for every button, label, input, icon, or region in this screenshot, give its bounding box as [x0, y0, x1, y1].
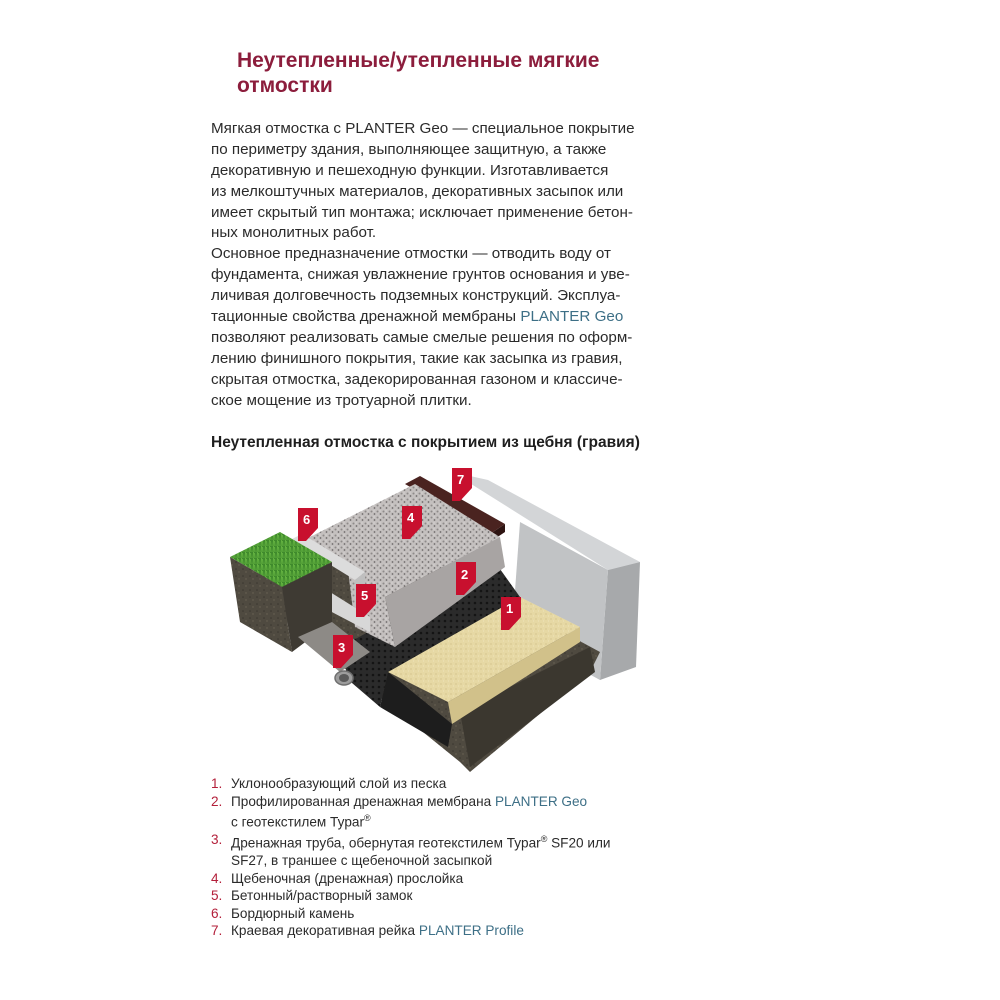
- intro-line: Мягкая отмостка с PLANTER Geo — специальное покрытие: [211, 120, 635, 137]
- marker-6-label: 6: [303, 512, 311, 527]
- legend-number: 1.: [211, 776, 223, 791]
- registered-mark: ®: [540, 834, 548, 845]
- legend-text: Дренажная труба, обернутая геотекстилем Typar: [231, 835, 541, 851]
- marker-1-label: 1: [506, 601, 514, 616]
- marker-4-label: 4: [407, 510, 415, 525]
- legend-item-2: [211, 793, 731, 832]
- intro-line: по периметру здания, выполняющее защитную, а также: [211, 140, 607, 158]
- legend-item-1: [211, 775, 731, 793]
- legend-item-6: [211, 905, 731, 923]
- title-line-2: отмостки: [237, 74, 333, 97]
- intro-line: [211, 307, 681, 328]
- intro-line: скрытая отмостка, задекорированная газоном и классиче-: [211, 370, 623, 388]
- legend-number: 2.: [211, 793, 223, 809]
- intro-line: лению финишного покрытия, такие как засыпка из гравия,: [211, 349, 623, 367]
- intro-line: ных монолитных работ.: [211, 224, 377, 242]
- intro-line: ское мощение из тротуарной плитки.: [211, 391, 472, 409]
- marker-2-label: 2: [461, 567, 469, 582]
- legend-number: 5.: [211, 888, 223, 904]
- legend-number: 3.: [211, 832, 223, 848]
- legend-text: Краевая декоративная рейка: [231, 923, 419, 939]
- legend-text: Бордюрный камень: [231, 905, 355, 921]
- legend-text: Бетонный/растворный замок: [231, 888, 413, 904]
- legend-number: 4.: [211, 870, 223, 886]
- marker-5-label: 5: [361, 588, 369, 603]
- intro-line: из мелкоштучных материалов, декоративных засыпок или: [211, 182, 624, 200]
- intro-line: фундамента, снижая увлажнение грунтов основания и уве-: [211, 266, 630, 284]
- marker-7-label: 7: [457, 472, 465, 487]
- intro-line: имеет скрытый тип монтажа; исключает применение бетон-: [211, 203, 633, 221]
- intro-paragraph: [211, 119, 681, 411]
- title-line-1: Неутепленные/утепленные мягкие: [237, 49, 600, 72]
- legend-text-post: SF20 или: [547, 835, 611, 851]
- legend-item-3: [211, 831, 731, 870]
- legend-number: 6.: [211, 905, 223, 921]
- legend-number: 7.: [211, 923, 223, 939]
- brand-name: PLANTER Geo: [494, 793, 588, 809]
- legend-text: Уклонообразующий слой из песка: [231, 776, 447, 791]
- intro-line: позволяют реализовать самые смелые решения по оформ-: [211, 328, 633, 346]
- legend-text-line2: с геотекстилем Typar: [231, 814, 365, 830]
- intro-text: тационные свойства дренажной мембраны: [211, 308, 521, 326]
- legend-item-5: [211, 887, 731, 905]
- page-title: [237, 48, 757, 98]
- legend-text: Щебеночная (дренажная) прослойка: [231, 870, 464, 886]
- marker-3-label: 3: [338, 640, 346, 655]
- brand-name: PLANTER Profile: [418, 923, 524, 939]
- drainage-pipe-hole: [339, 674, 349, 682]
- registered-mark: ®: [364, 813, 371, 823]
- legend-item-7: [211, 922, 731, 940]
- legend-text-line2: SF27, в траншее с щебеночной засыпкой: [231, 853, 493, 869]
- layer-diagram: [220, 462, 650, 772]
- intro-line: Основное предназначение отмостки — отводить воду от: [211, 245, 612, 263]
- legend-list: [211, 775, 731, 940]
- brand-name: PLANTER Geo: [520, 308, 624, 326]
- intro-line: личивая долговечность подземных конструкций. Эксплуа-: [211, 287, 621, 305]
- section-heading: Неутепленная отмостка с покрытием из щебня (гравия): [211, 434, 640, 451]
- marker-7: [452, 468, 472, 501]
- intro-line: декоративную и пешеходную функции. Изготавливается: [211, 161, 609, 179]
- legend-text: Профилированная дренажная мембрана: [231, 793, 495, 809]
- layer-diagram-svg: [220, 462, 650, 772]
- legend-item-4: [211, 870, 731, 888]
